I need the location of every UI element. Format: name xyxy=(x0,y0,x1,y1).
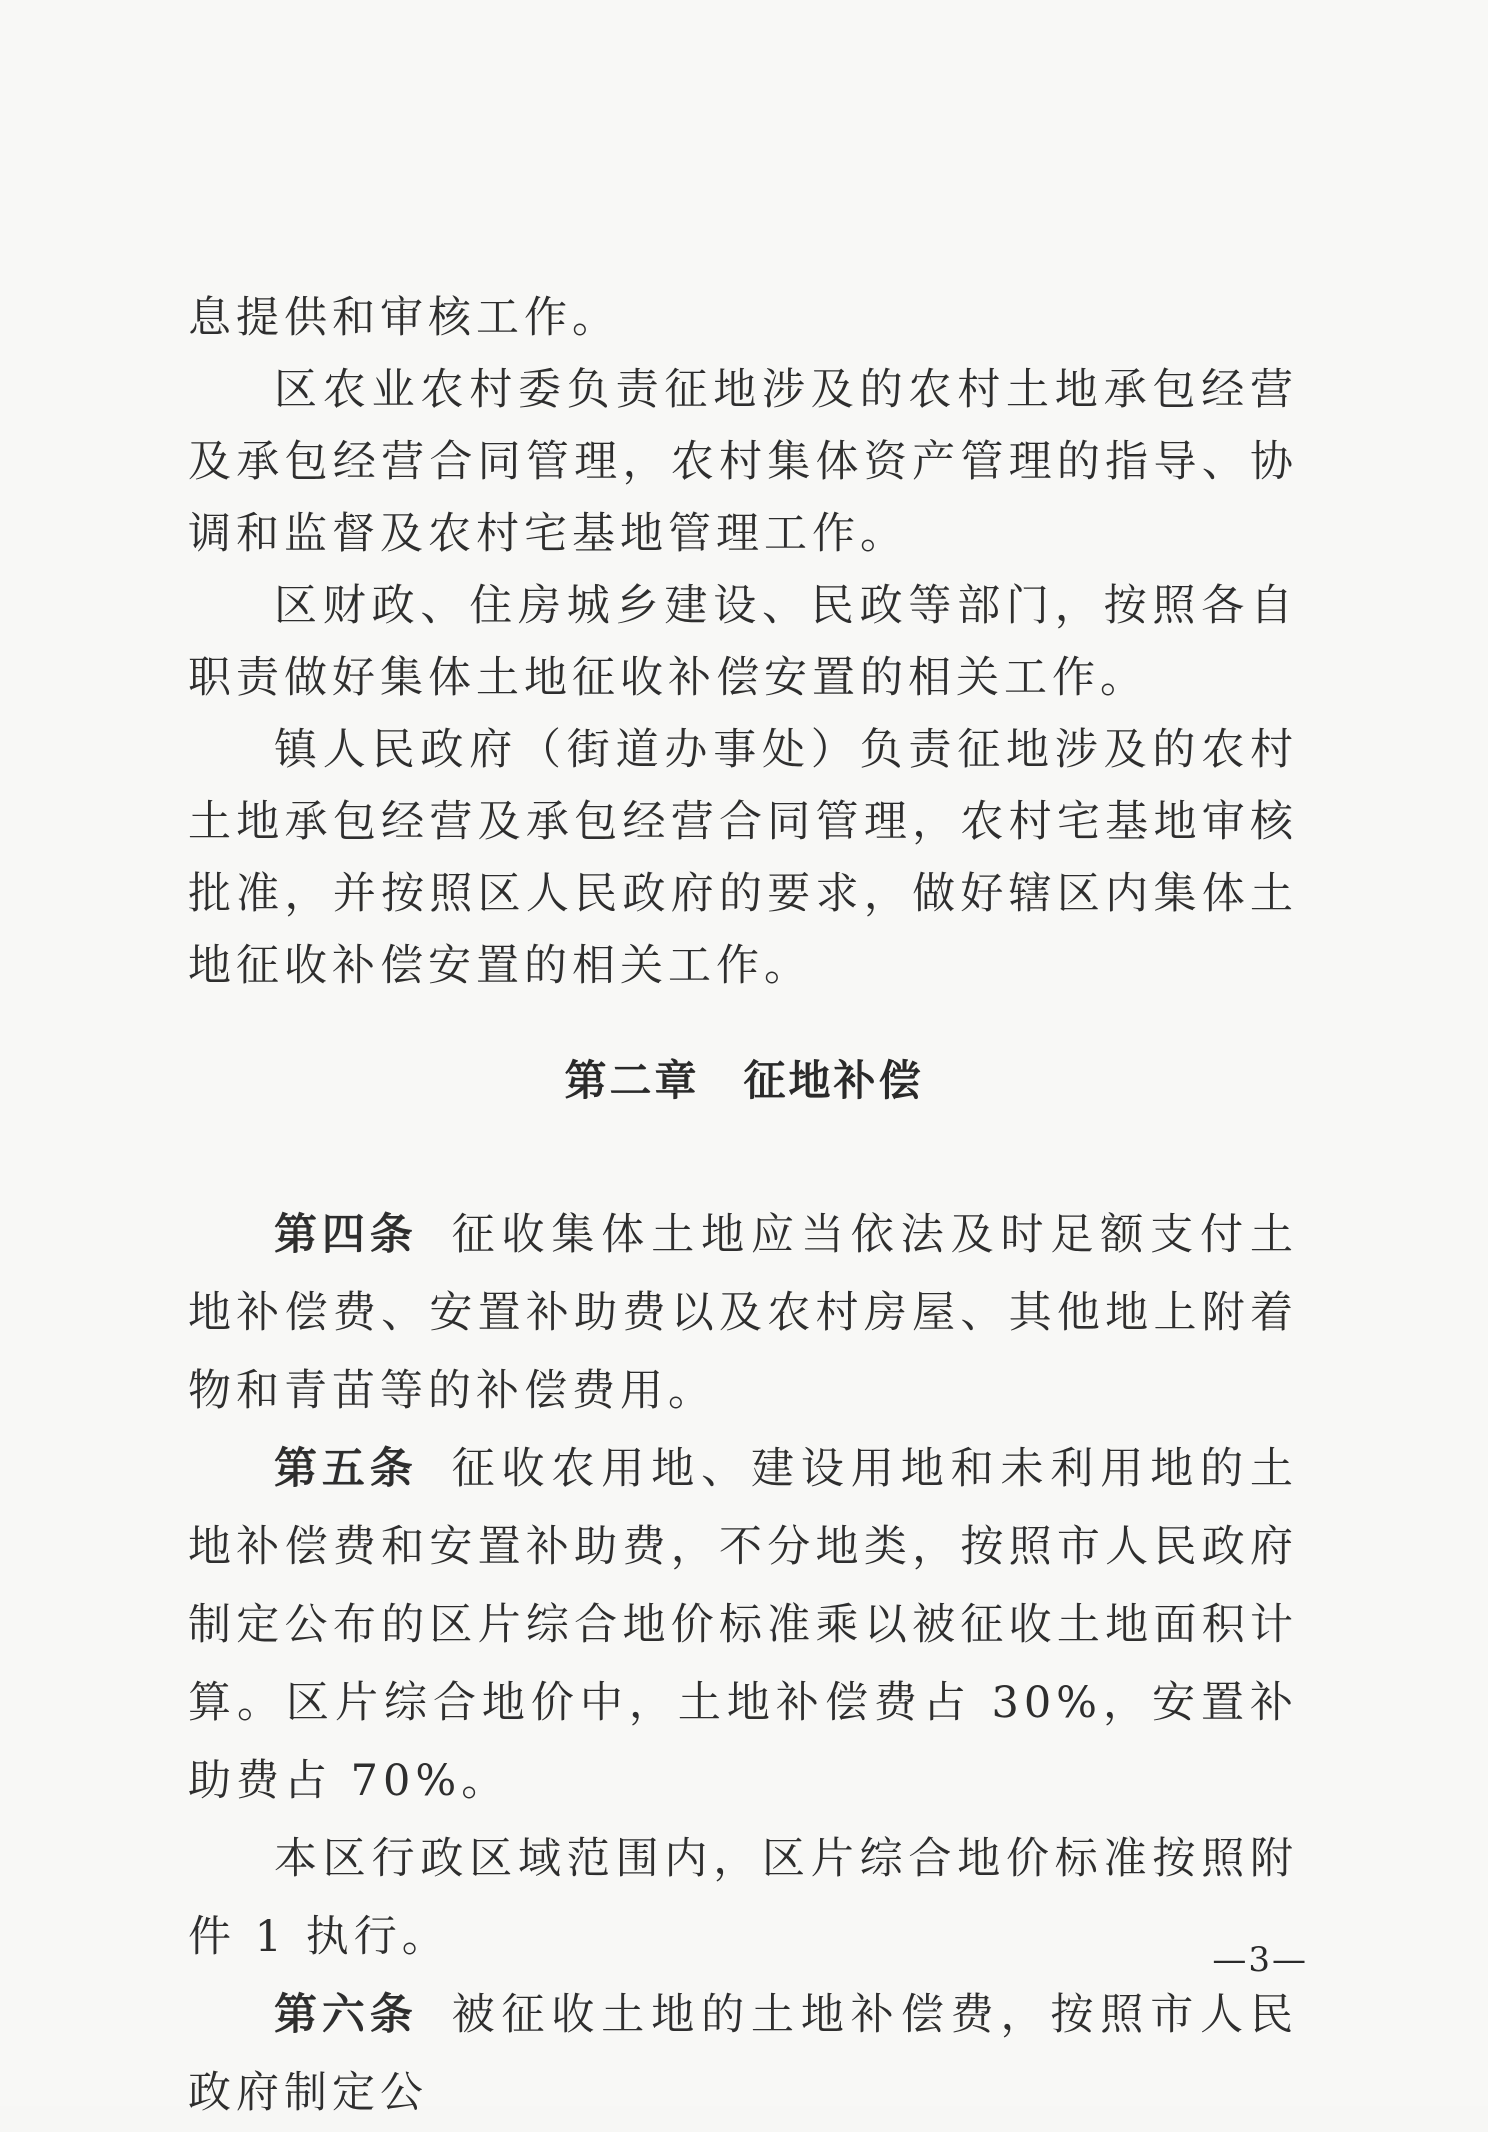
article-label: 第五条 xyxy=(274,1444,418,1494)
chapter-number: 第二章 xyxy=(564,1056,700,1105)
article-label: 第六条 xyxy=(274,1990,418,2040)
article-5 xyxy=(188,1430,1298,1820)
chapter-heading xyxy=(0,1048,1488,1108)
page-number: —3— xyxy=(1212,1940,1308,1980)
paragraph-agriculture-committee: 区农业农村委负责征地涉及的农村土地承包经营及承包经营合同管理，农村集体资产管理的指导、协调和监督及农村宅基地管理工作。 xyxy=(188,365,1298,559)
paragraph-finance-departments: 区财政、住房城乡建设、民政等部门，按照各自职责做好集体土地征收补偿安置的相关工作。 xyxy=(188,581,1298,703)
article-4 xyxy=(188,1196,1298,1430)
intro-section xyxy=(188,282,1298,1002)
chapter-title: 征地补偿 xyxy=(743,1056,924,1105)
article-text: 征收农用地、建设用地和未利用地的土地补偿费和安置补助费，不分地类，按照市人民政府制定公布的区片综合地价标准乘以被征收土地面积计算。区片综合地价中，土地补偿费占 30%，安置补助费占 70%。 xyxy=(188,1444,1299,1806)
article-5-supplement xyxy=(188,1820,1298,1976)
article-label: 第四条 xyxy=(274,1210,418,1260)
article-6 xyxy=(188,1976,1298,2132)
article-text: 本区行政区域范围内，区片综合地价标准按照附件 1 执行。 xyxy=(188,1834,1298,1962)
paragraph-town-government: 镇人民政府（街道办事处）负责征地涉及的农村土地承包经营及承包经营合同管理，农村宅基地审核批准，并按照区人民政府的要求，做好辖区内集体土地征收补偿安置的相关工作。 xyxy=(188,725,1298,991)
paragraph-continuation: 息提供和审核工作。 xyxy=(188,293,620,343)
articles-section xyxy=(188,1196,1298,2132)
article-text: 征收集体土地应当依法及时足额支付土地补偿费、安置补助费以及农村房屋、其他地上附着物和青苗等的补偿费用。 xyxy=(188,1210,1299,1416)
article-text: 被征收土地的土地补偿费，按照市人民政府制定公 xyxy=(188,1990,1299,2118)
